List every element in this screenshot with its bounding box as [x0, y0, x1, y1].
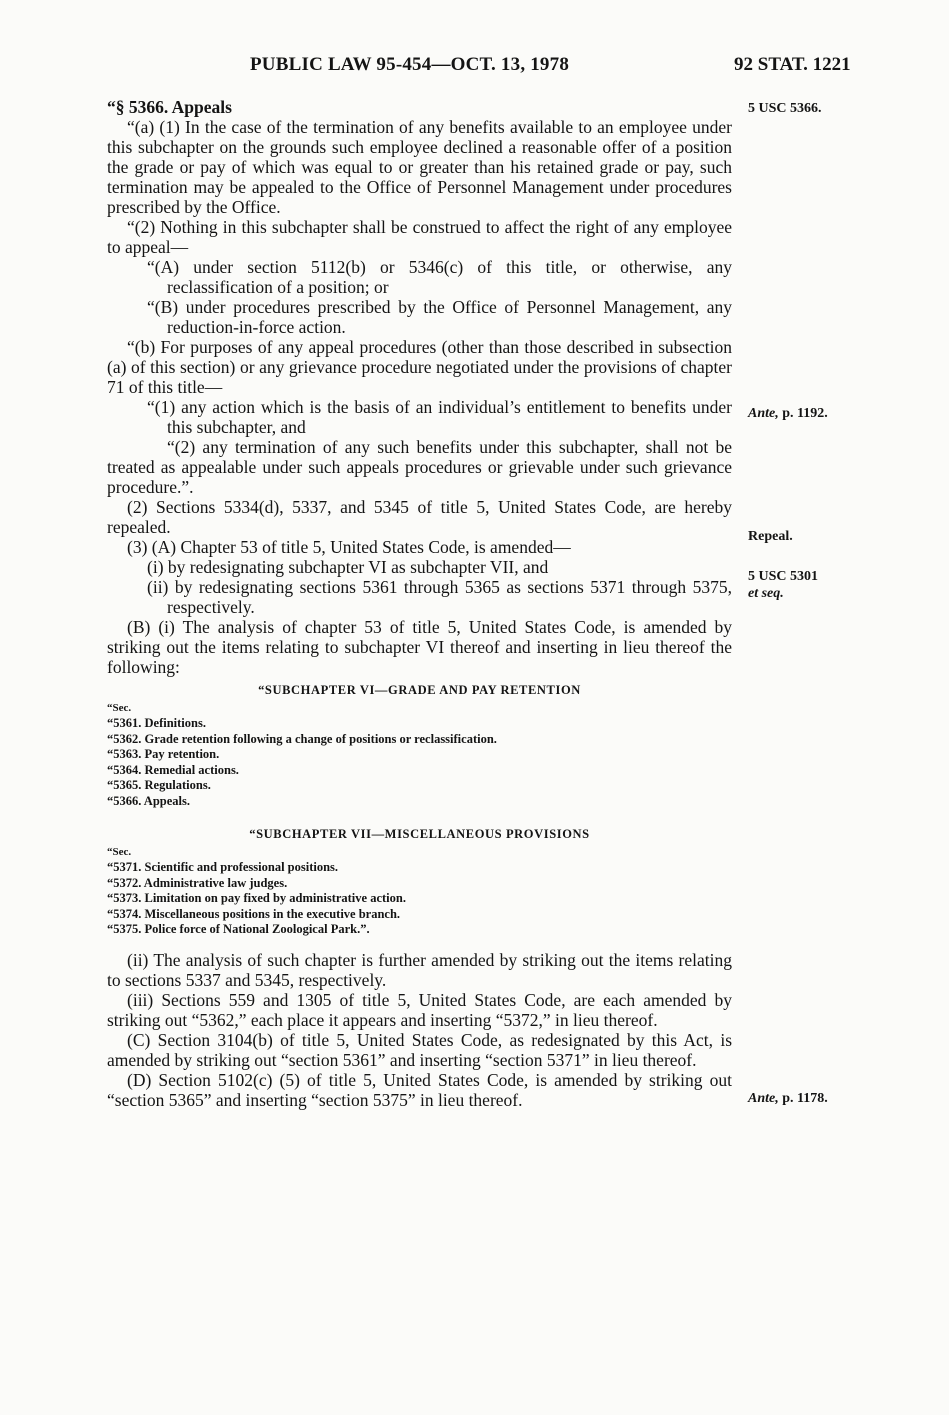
- margin-note-repeal: Repeal.: [748, 529, 793, 544]
- margin-note-ante-1192: [748, 405, 828, 422]
- paragraph-b2: “(2) any termination of any such benefits under this subchapter, shall not be treated as appealable under such appeals procedures or grievable under such grievance procedure.”.: [107, 437, 732, 497]
- toc-item: “5362. Grade retention following a change of positions or reclassification.: [107, 731, 497, 746]
- toc-item: “5371. Scientific and professional positions.: [107, 860, 339, 874]
- document-body: [107, 97, 732, 1110]
- paragraph-3C: (C) Section 3104(b) of title 5, United States Code, as redesignated by this Act, is amended by striking out “section 5361” and inserting “section 5371” in lieu thereof.: [107, 1029, 732, 1070]
- section-heading: “§ 5366. Appeals: [107, 97, 232, 117]
- toc-item: “5373. Limitation on pay fixed by administrative action.: [107, 891, 406, 905]
- subchapter-vi-title: “SUBCHAPTER VI—GRADE AND PAY RETENTION: [258, 683, 581, 697]
- paragraph-3Aii: (ii) by redesignating sections 5361 through 5365 as sections 5371 through 5375, respectively.: [147, 577, 732, 617]
- paragraph-3Biii: (iii) Sections 559 and 1305 of title 5, United States Code, are each amended by striking out “5362,” each place it appears and inserting “5372,” in lieu thereof.: [107, 989, 732, 1030]
- paragraph-b1: “(1) any action which is the basis of an individual’s entitlement to benefits under this subchapter, and: [147, 397, 732, 437]
- margin-note-usc-5301: 5 USC 5301: [748, 569, 819, 584]
- table-of-contents: [107, 683, 732, 938]
- margin-note-ante-label: Ante,: [748, 1091, 779, 1106]
- paragraph-3D: (D) Section 5102(c) (5) of title 5, United States Code, is amended by striking out “section 5365” and inserting “section 5375” in lieu thereof.: [107, 1069, 732, 1110]
- paragraph-a1: “(a) (1) In the case of the termination of any benefits available to an employee under this subchapter on the grounds such employee declined a reasonable offer of a position the grade or pay of which was equal to or greater than his retained grade or pay, such termination may be appealed to the Office of Personnel Management under procedures prescribed by the Office.: [107, 117, 732, 217]
- toc-item: “5364. Remedial actions.: [107, 762, 239, 777]
- paragraph-a2A: “(A) under section 5112(b) or 5346(c) of this title, or otherwise, any reclassification of a position; or: [147, 257, 732, 297]
- paragraph-3Bi: (B) (i) The analysis of chapter 53 of title 5, United States Code, is amended by striking out the items relating to subchapter VI thereof and inserting in lieu thereof the following:: [107, 617, 732, 677]
- toc-item: “5366. Appeals.: [107, 793, 191, 808]
- subchapter-vii-title: “SUBCHAPTER VII—MISCELLANEOUS PROVISIONS: [249, 827, 590, 841]
- margin-note-ante-1178: [748, 1090, 828, 1107]
- paragraph-a2B: “(B) under procedures prescribed by the Office of Personnel Management, any reduction-in-force action.: [147, 297, 732, 337]
- margin-note-et-seq: [748, 585, 784, 602]
- toc-item: “5361. Definitions.: [107, 716, 206, 730]
- margin-note-usc-5366: 5 USC 5366.: [748, 101, 822, 116]
- toc-item: “5374. Miscellaneous positions in the executive branch.: [107, 906, 401, 921]
- paragraph-2: (2) Sections 5334(d), 5337, and 5345 of title 5, United States Code, are hereby repealed.: [107, 497, 732, 537]
- paragraph-b: “(b) For purposes of any appeal procedures (other than those described in subsection (a) of this section) or any grievance procedure negotiated under the provisions of chapter 71 of this title—: [107, 337, 732, 397]
- paragraph-3A: (3) (A) Chapter 53 of title 5, United States Code, is amended—: [127, 537, 571, 557]
- paragraph-a2: “(2) Nothing in this subchapter shall be construed to affect the right of any employee to appeal—: [107, 217, 732, 257]
- toc-item: “5375. Police force of National Zoological Park.”.: [107, 922, 370, 936]
- margin-note-page: p. 1192.: [782, 406, 828, 421]
- toc-item: “5365. Regulations.: [107, 778, 211, 792]
- page-header-title: PUBLIC LAW 95-454—OCT. 13, 1978: [250, 54, 570, 75]
- sec-label: “Sec.: [107, 845, 132, 858]
- margin-note-page: p. 1178.: [782, 1091, 828, 1106]
- margin-note-ante-label: Ante,: [748, 406, 779, 421]
- paragraph-3Ai: (i) by redesignating subchapter VI as subchapter VII, and: [147, 557, 549, 577]
- paragraph-3Bii: (ii) The analysis of such chapter is further amended by striking out the items relating to sections 5337 and 5345, respectively.: [107, 949, 732, 990]
- margin-note-et-seq-text: et seq.: [748, 586, 784, 601]
- toc-item: “5372. Administrative law judges.: [107, 875, 288, 890]
- page-header-stat: 92 STAT. 1221: [734, 54, 851, 75]
- sec-label: “Sec.: [107, 701, 132, 714]
- toc-item: “5363. Pay retention.: [107, 747, 220, 761]
